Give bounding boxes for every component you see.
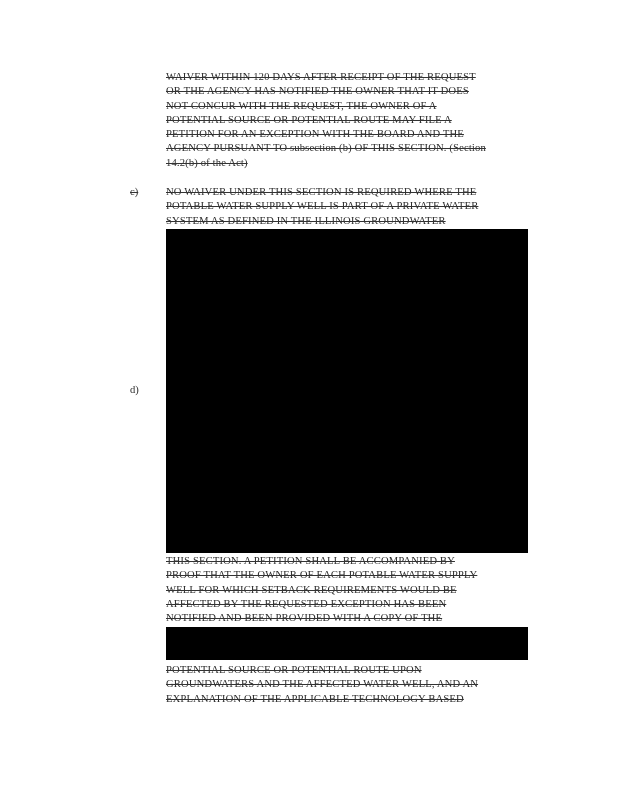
text-line: 14.2(b) of the Act) (166, 157, 248, 169)
item-c-marker: c) (130, 187, 139, 198)
text-line: NOT CONCUR WITH THE REQUEST, THE OWNER OF A (166, 100, 437, 112)
text-line: WAIVER WITHIN 120 DAYS AFTER RECEIPT OF THE REQUEST (166, 72, 476, 83)
text-line: PETITION FOR AN EXCEPTION WITH THE BOARD AND THE (166, 129, 464, 141)
text-line: WELL FOR WHICH SETBACK REQUIREMENTS WOULD BE (166, 584, 457, 596)
paragraph-top (166, 71, 528, 171)
text-line: NOTIFIED AND BEEN PROVIDED WITH A COPY OF THE (166, 613, 443, 625)
text-line: EXPLANATION OF THE APPLICABLE TECHNOLOGY-BASED (166, 693, 464, 705)
text-line: POTENTIAL SOURCE OR POTENTIAL ROUTE UPON (166, 665, 422, 676)
item-c-text (166, 186, 528, 229)
item-d-marker: d) (130, 385, 139, 396)
paragraph-bottom (166, 664, 528, 707)
text-line: AFFECTED BY THE REQUESTED EXCEPTION HAS BEEN (166, 598, 447, 610)
text-line: POTENTIAL SOURCE OR POTENTIAL ROUTE MAY FILE A (166, 114, 452, 126)
text-line: OR THE AGENCY HAS NOTIFIED THE OWNER THAT IT DOES (166, 86, 469, 98)
text-line: NO WAIVER UNDER THIS SECTION IS REQUIRED WHERE THE (166, 187, 477, 198)
paragraph-mid (166, 555, 528, 626)
redaction-block-large (166, 229, 528, 553)
text-line: PROOF THAT THE OWNER OF EACH POTABLE WATER SUPPLY (166, 570, 478, 582)
text-line: THIS SECTION. A PETITION SHALL BE ACCOMPANIED BY (166, 556, 455, 567)
text-line: POTABLE WATER SUPPLY WELL IS PART OF A PRIVATE WATER (166, 201, 479, 213)
text-line: GROUNDWATERS AND THE AFFECTED WATER WELL, AND AN (166, 679, 479, 691)
text-line: SYSTEM AS DEFINED IN THE ILLINOIS GROUNDWATER (166, 215, 446, 227)
text-line: AGENCY PURSUANT TO subsection (b) OF THIS SECTION. (Section (166, 143, 486, 155)
redaction-block-small (166, 627, 528, 660)
